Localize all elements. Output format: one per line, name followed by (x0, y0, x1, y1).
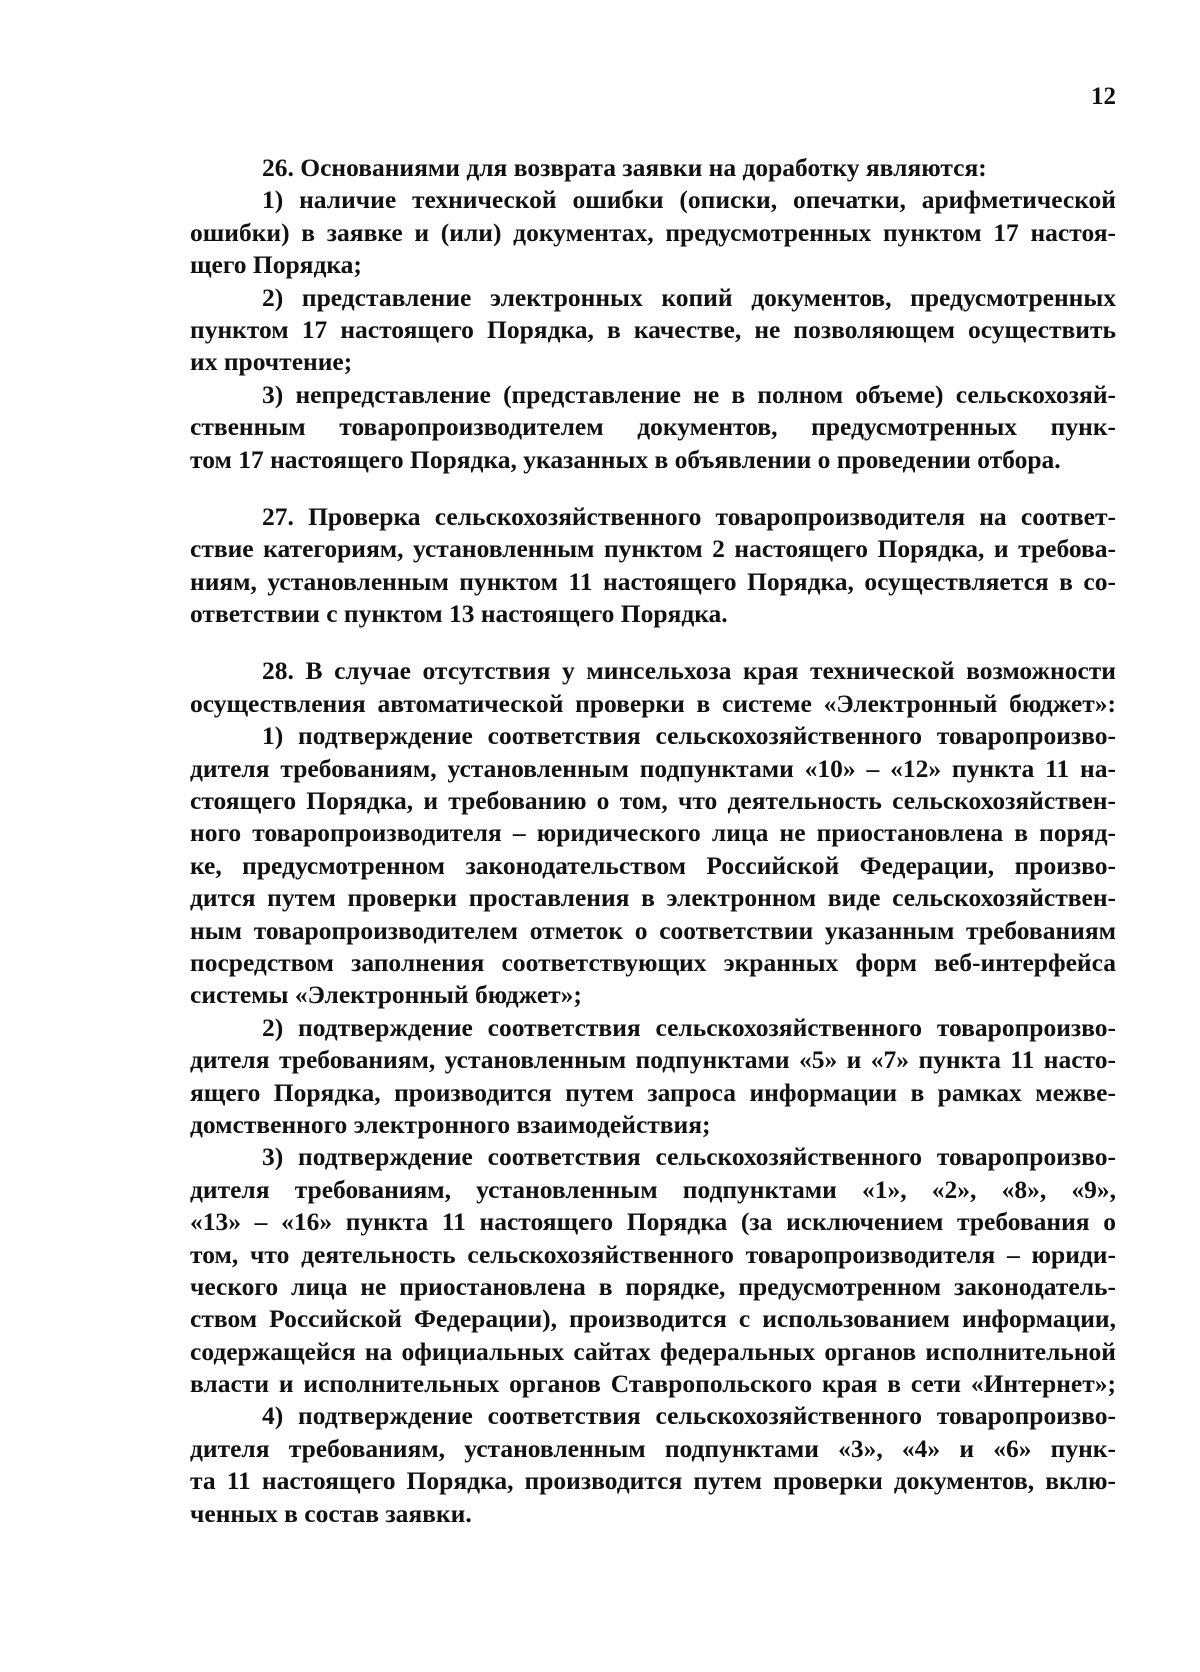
page-number: 12 (1091, 83, 1116, 110)
text-line: ным товаропроизводителем отметок о соответствии указанным требованиям (190, 915, 1116, 945)
text-line: 28. В случае отсутствия у минсельхоза края технической возможности (262, 656, 1116, 686)
text-line: стоящего Порядка, и требованию о том, что деятельность сельскохозяйствен- (190, 786, 1116, 816)
text-line: ством Российской Федерации), производится с использованием информации, (190, 1304, 1116, 1334)
text-line: пунктом 17 настоящего Порядка, в качестве, не позволяющем осуществить (190, 314, 1116, 344)
text-line: содержащейся на официальных сайтах федеральных органов исполнительной (190, 1336, 1116, 1366)
text-line: том, что деятельность сельскохозяйственного товаропроизводителя – юриди- (190, 1239, 1116, 1269)
text-line: ниям, установленным пунктом 11 настоящего Порядка, осуществляется в со- (190, 566, 1116, 596)
text-line: власти и исполнительных органов Ставропольского края в сети «Интернет»; (190, 1369, 1116, 1399)
document-body (190, 152, 1116, 1530)
text-line: ящего Порядка, производится путем запроса информации в рамках межве- (190, 1077, 1116, 1107)
text-line: 3) непредставление (представление не в полном объеме) сельскохозяй- (262, 379, 1116, 409)
text-line: 2) представление электронных копий документов, предусмотренных (262, 282, 1116, 312)
section-p28 (190, 655, 1116, 1530)
text-line: ствие категориям, установленным пунктом 2 настоящего Порядка, и требова- (190, 534, 1116, 564)
text-line: домственного электронного взаимодействия; (190, 1109, 711, 1139)
text-line: их прочтение; (190, 347, 353, 377)
text-line: системы «Электронный бюджет»; (190, 980, 582, 1010)
text-line: ченных в состав заявки. (190, 1498, 472, 1528)
text-line: дится путем проверки проставления в электронном виде сельскохозяйствен- (190, 883, 1116, 913)
text-line: ного товаропроизводителя – юридического лица не приостановлена в поряд- (190, 818, 1116, 848)
text-line: осуществления автоматической проверки в системе «Электронный бюджет»: (190, 688, 1116, 718)
text-line: дителя требованиям, установленным подпунктами «3», «4» и «6» пунк- (190, 1433, 1116, 1463)
text-line: ответствии с пунктом 13 настоящего Порядка. (190, 599, 728, 629)
section-gap (190, 630, 1116, 655)
text-line: посредством заполнения соответствующих экранных форм веб-интерфейса (190, 947, 1116, 977)
text-line: том 17 настоящего Порядка, указанных в объявлении о проведении отбора. (190, 444, 1061, 474)
text-line: 4) подтверждение соответствия сельскохозяйственного товаропроизво- (262, 1401, 1116, 1431)
text-line: дителя требованиям, установленным подпунктами «10» – «12» пункта 11 на- (190, 753, 1116, 783)
text-line: ческого лица не приостановлена в порядке, предусмотренном законодатель- (190, 1271, 1116, 1301)
text-line: щего Порядка; (190, 250, 362, 280)
section-p27 (190, 501, 1116, 631)
text-line: 26. Основаниями для возврата заявки на доработку являются: (262, 153, 987, 182)
text-line: дителя требованиям, установленным подпунктами «5» и «7» пункта 11 насто- (190, 1045, 1116, 1075)
text-line: ошибки) в заявке и (или) документах, предусмотренных пунктом 17 настоя- (190, 217, 1116, 247)
text-line: дителя требованиям, установленным подпунктами «1», «2», «8», «9», (190, 1174, 1116, 1204)
text-line: 1) подтверждение соответствия сельскохозяйственного товаропроизво- (262, 721, 1116, 751)
text-line: «13» – «16» пункта 11 настоящего Порядка (за исключением требования о (190, 1207, 1116, 1237)
text-line: та 11 настоящего Порядка, производится путем проверки документов, вклю- (190, 1466, 1116, 1496)
section-gap (190, 476, 1116, 501)
text-line: ственным товаропроизводителем документов, предусмотренных пунк- (190, 412, 1116, 442)
text-line: 2) подтверждение соответствия сельскохозяйственного товаропроизво- (262, 1012, 1116, 1042)
text-line: 1) наличие технической ошибки (описки, опечатки, арифметической (262, 185, 1116, 215)
section-p26 (190, 152, 1116, 476)
text-line: 3) подтверждение соответствия сельскохозяйственного товаропроизво- (262, 1142, 1116, 1172)
text-line: ке, предусмотренном законодательством Российской Федерации, произво- (190, 850, 1116, 880)
text-line: 27. Проверка сельскохозяйственного товаропроизводителя на соответ- (262, 501, 1116, 531)
